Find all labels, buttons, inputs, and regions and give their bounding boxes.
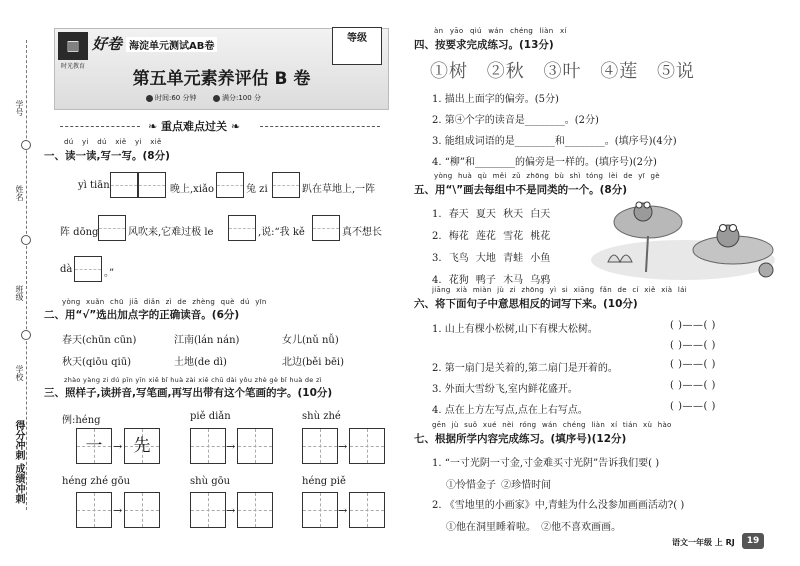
q1-text: 。” (104, 268, 115, 279)
q3-example-char: 先 (133, 436, 151, 456)
q3-grid[interactable] (349, 492, 385, 528)
full-score: 满分:100 分 (222, 94, 261, 102)
q3-arrow: → (113, 504, 123, 517)
q1-answer-box[interactable] (138, 172, 166, 198)
q1-pinyin-1: yì tiān (78, 180, 110, 191)
q4-item[interactable]: 3. 能组成词语的是________和________。(填序号)(4分) (432, 136, 677, 147)
q2-item[interactable]: 秋天(qiōu qiū) (62, 357, 132, 368)
q4-char: ①树 (430, 61, 468, 82)
q5-group[interactable]: 3. 飞鸟 大地 青蛙 小鱼 (432, 253, 551, 264)
frog-eye (720, 225, 727, 232)
q1-answer-box[interactable] (110, 172, 138, 198)
q3-arrow: → (338, 440, 348, 453)
q6-answer-pair[interactable]: ( )——( ) (670, 401, 716, 412)
q1-pinyin: dú yi dú xiě yi xiě (64, 138, 162, 146)
banner-ornament-icon: ❧ (227, 120, 241, 133)
q6-item: 3. 外面大雪纷飞,室内鲜花盛开。 (432, 384, 578, 395)
q4-item[interactable]: 2. 第④个字的读音是________。(2分) (432, 115, 599, 126)
sidebar-field-class: 班级 (15, 285, 24, 301)
publisher-name: 时光教育 (60, 63, 85, 70)
q2-item[interactable]: 北边(běi bēi) (282, 357, 345, 368)
q3-pinyin-label: shù zhé (302, 411, 341, 422)
q4-char: ②秋 (486, 61, 525, 82)
q3-grid[interactable] (76, 492, 112, 528)
q4-char-row (430, 57, 695, 83)
q6-item: 1. 山上有棵小松树,山下有棵大松树。 (432, 324, 598, 335)
q1-answer-box[interactable] (272, 172, 300, 198)
q1-answer-box[interactable] (312, 215, 340, 241)
q6-pinyin: jiāng xià miàn jù zi zhōng yì si xiāng fǎn de cí xiě xià lái (432, 286, 687, 294)
q3-grid[interactable] (124, 492, 160, 528)
q7-option[interactable]: ①他在洞里睡着啦。 ②他不喜欢画画。 (446, 522, 622, 533)
sidebar-field-student-id: 学号 (15, 100, 24, 116)
grade-label: 等级 (347, 33, 367, 44)
q2-title: 二、用“√”选出加点字的正确读音。(6分) (44, 309, 240, 321)
sidebar-circle (21, 235, 31, 245)
banner-ornament-icon: ❧ (148, 120, 162, 133)
q7-item[interactable]: 2. 《雪地里的小画家》中,青蛙为什么没参加画画活动?( ) (432, 500, 685, 511)
q2-item[interactable]: 土地(de dì) (174, 357, 227, 368)
q3-pinyin-label: héng zhé gōu (62, 476, 131, 487)
q3-example-stroke: 一 (85, 436, 103, 456)
q5-pinyin: yòng huà qù měi zǔ zhōng bù shì tóng lèi de yī gè (434, 172, 660, 180)
series-name: 海淀单元测试AB卷 (126, 37, 217, 52)
banner-left-rule (60, 126, 140, 127)
sidebar-circle (21, 140, 31, 150)
q7-pinyin: gēn jù suǒ xué nèi róng wán chéng liàn xí tián xù hào (432, 421, 672, 429)
page-title: 第五单元素养评估 B 卷 (132, 69, 311, 89)
q3-pinyin: zhào yàng zi dú pīn yīn xiě bǐ huà zài xiě chū dài yǒu zhè gè bǐ huà de zì (64, 376, 322, 384)
q3-example-label: 例:héng (62, 415, 101, 426)
q6-answer-pair[interactable]: ( )——( ) (670, 359, 716, 370)
banner-text: 重点难点过关 (161, 120, 228, 133)
q1-text: ,说:“我 kě (258, 227, 305, 238)
q3-example-char-grid (124, 428, 160, 464)
q3-pinyin-label: piě diǎn (190, 411, 231, 422)
page-number: 19 (742, 533, 764, 549)
q2-item[interactable]: 女儿(nǔ nǚ) (282, 335, 339, 346)
q4-title: 四、按要求完成练习。(13分) (414, 39, 554, 51)
q3-grid[interactable] (302, 428, 338, 464)
q3-example-stroke-grid (76, 428, 112, 464)
time-limit: 时间:60 分钟 (155, 94, 197, 102)
sidebar-field-school: 学校 (15, 365, 24, 381)
q3-grid[interactable] (349, 428, 385, 464)
q4-char: ③叶 (543, 61, 582, 82)
q1-answer-box[interactable] (98, 215, 126, 241)
q7-item[interactable]: 1. “一寸光阴一寸金,寸金难买寸光阴”告诉我们要( ) (432, 458, 660, 469)
q1-text: 阵 dōng (60, 227, 99, 238)
sidebar-binding-line (26, 40, 27, 510)
q1-text: 真不想长 (342, 227, 382, 238)
q1-text: 风吹来,它难过极 le (128, 227, 214, 238)
q6-item: 2. 第一扇门是关着的,第二扇门是开着的。 (432, 363, 618, 374)
q5-group[interactable]: 4. 花狗 鸭子 木马 乌鸦 (432, 275, 551, 286)
q6-answer-pair[interactable]: ( )——( ) (670, 320, 716, 331)
q1-answer-box[interactable] (74, 256, 102, 282)
q1-text: 晚上,xiǎo (170, 184, 214, 195)
q2-pinyin: yòng xuǎn chū jiā diǎn zì de zhèng què dú yīn (62, 298, 267, 306)
clock-icon (146, 95, 153, 102)
q3-grid[interactable] (237, 492, 273, 528)
q2-item[interactable]: 春天(chūn cūn) (62, 335, 137, 346)
q4-char: ④莲 (600, 61, 639, 82)
q3-grid[interactable] (237, 428, 273, 464)
q7-title: 七、根据所学内容完成练习。(填序号)(12分) (414, 433, 627, 445)
sidebar-vertical-slogan: 得分冲刺 成绩冲刺 (13, 420, 24, 504)
q6-answer-pair[interactable]: ( )——( ) (670, 340, 716, 351)
q5-title: 五、用“\”画去每组中不是同类的一个。(8分) (414, 184, 628, 196)
q1-answer-box[interactable] (228, 215, 256, 241)
q4-char: ⑤说 (656, 61, 695, 82)
section-banner (148, 118, 240, 134)
frog-eye (730, 225, 737, 232)
frog-eye (636, 202, 642, 208)
q6-title: 六、将下面句子中意思相反的词写下来。(10分) (414, 298, 638, 310)
score-icon (213, 95, 220, 102)
frog-eye (644, 202, 650, 208)
q1-text: 兔 zi (246, 184, 268, 195)
frog-body (759, 263, 773, 277)
q6-answer-pair[interactable]: ( )——( ) (670, 380, 716, 391)
brand-logo-text: 好卷 (92, 35, 123, 53)
q6-item: 4. 点在上方左写点,点在上右写点。 (432, 405, 588, 416)
q3-arrow: → (226, 504, 236, 517)
publisher-logo: ▥ (58, 32, 88, 60)
q5-group[interactable]: 1. 春天 夏天 秋天 白天 (432, 209, 551, 220)
q2-item[interactable]: 江南(lán nán) (174, 335, 240, 346)
q4-item[interactable]: 1. 描出上面字的偏旁。(5分) (432, 94, 559, 105)
q1-answer-box[interactable] (216, 172, 244, 198)
q3-arrow: → (338, 504, 348, 517)
frog-lotus-illustration (588, 192, 788, 290)
q4-item[interactable]: 4. “柳”和________的偏旁是一样的。(填序号)(2分) (432, 157, 657, 168)
q3-example-arrow: → (113, 440, 123, 453)
q1-title: 一、读一读,写一写。(8分) (44, 150, 170, 162)
q3-pinyin-label: héng piě (302, 476, 346, 487)
q7-option[interactable]: ①怜惜金子 ②珍惜时间 (446, 480, 552, 491)
banner-right-rule (260, 126, 380, 127)
q3-arrow: → (226, 440, 236, 453)
q3-grid[interactable] (190, 428, 226, 464)
q3-pinyin-label: shù gōu (190, 476, 231, 487)
sidebar-circle (21, 330, 31, 340)
q1-text: 趴在草地上,一阵 (302, 184, 376, 195)
q1-text: dà (60, 264, 73, 275)
q3-title: 三、照样子,读拼音,写笔画,再写出带有这个笔画的字。(10分) (44, 387, 333, 399)
q5-group[interactable]: 2. 梅花 莲花 雪花 桃花 (432, 231, 551, 242)
footer-book: 语文一年级 上 RJ (672, 538, 735, 547)
q3-grid[interactable] (190, 492, 226, 528)
q3-grid[interactable] (302, 492, 338, 528)
q4-pinyin: àn yāo qiú wán chéng liàn xí (434, 27, 567, 35)
sidebar-field-name: 姓名 (15, 185, 24, 201)
